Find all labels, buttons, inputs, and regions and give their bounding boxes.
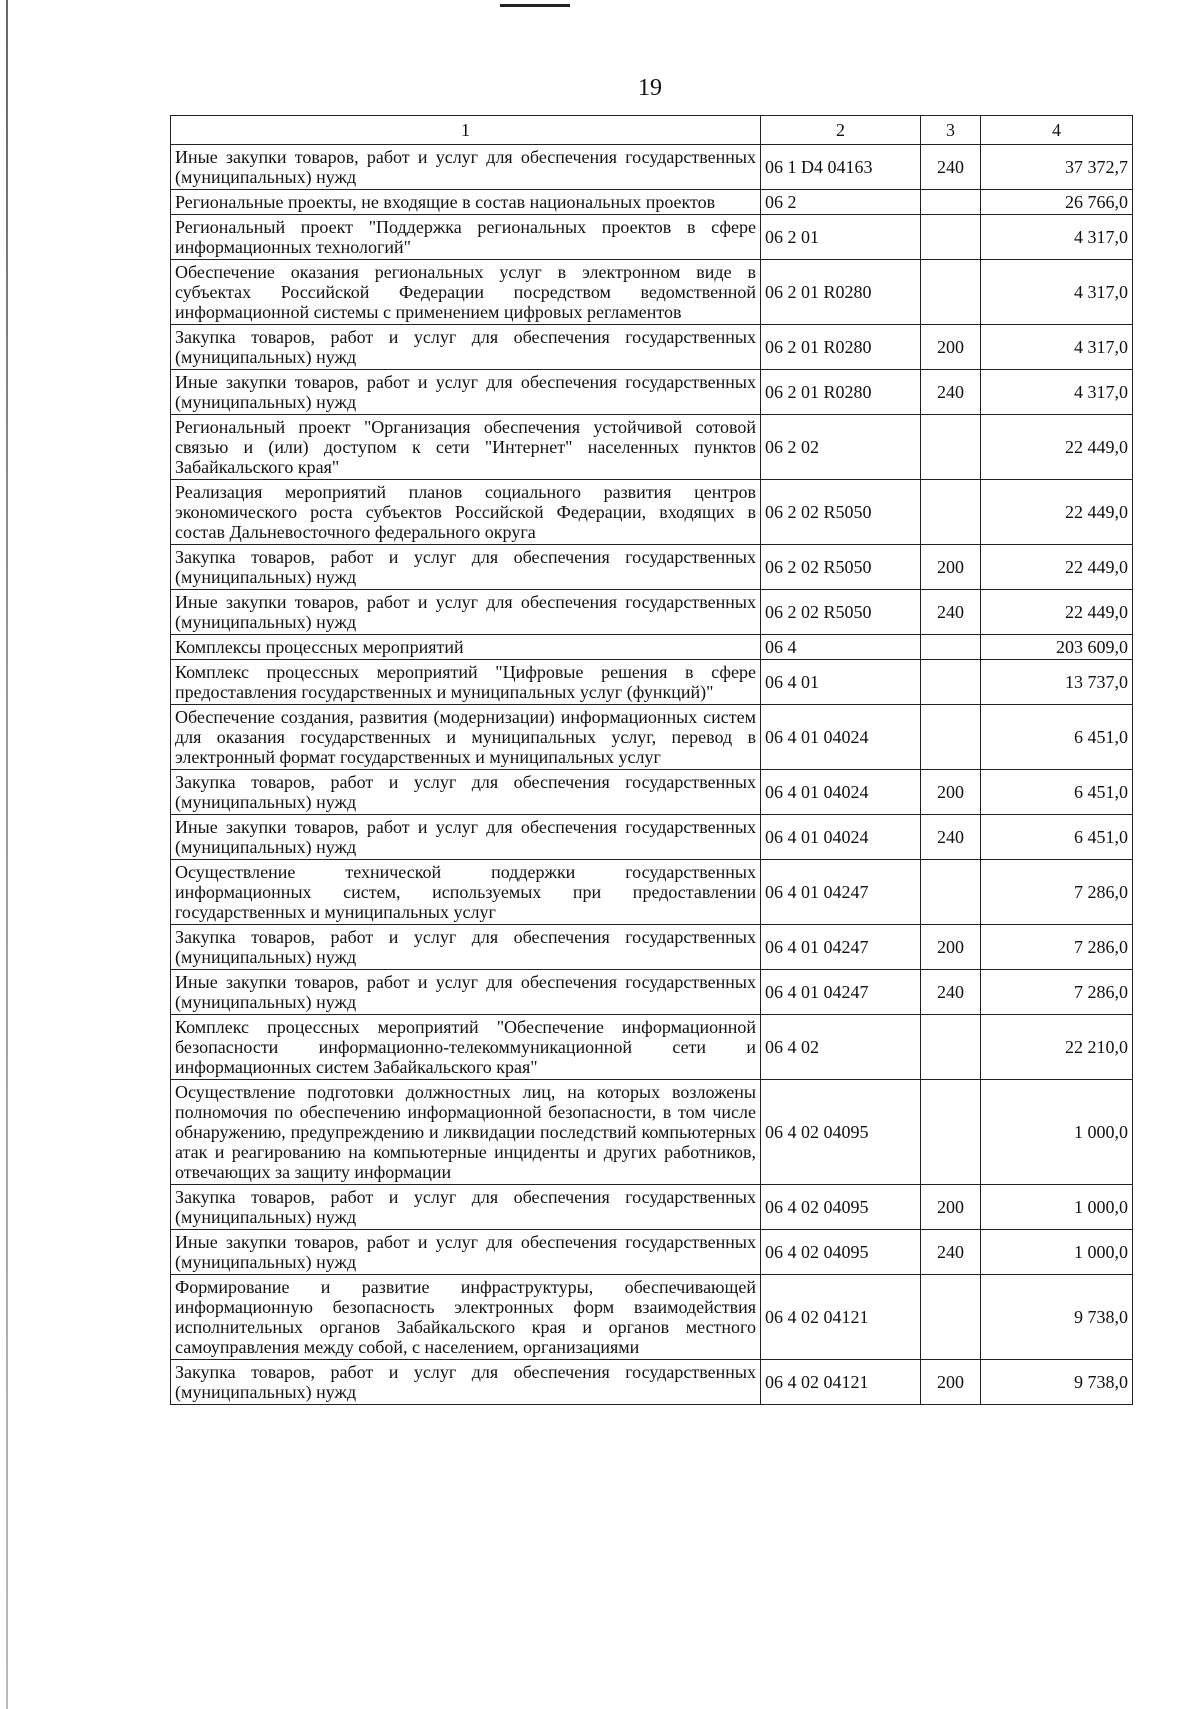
row-description: Иные закупки товаров, работ и услуг для обеспечения государственных (муниципальных) нужд	[171, 370, 761, 415]
row-description: Региональный проект "Поддержка региональных проектов в сфере информационных технологий"	[171, 215, 761, 260]
row-expense-type: 200	[921, 770, 981, 815]
table-row	[171, 660, 1133, 705]
table-row	[171, 1360, 1133, 1405]
row-description: Региональный проект "Организация обеспечения устойчивой сотовой связью и (или) доступом к сети "Интернет" населенных пунктов Забайкальского края"	[171, 415, 761, 480]
row-expense-type	[921, 660, 981, 705]
row-code: 06 4 02 04095	[761, 1080, 921, 1185]
row-expense-type: 200	[921, 1360, 981, 1405]
row-code: 06 2 01 R0280	[761, 260, 921, 325]
row-description: Закупка товаров, работ и услуг для обеспечения государственных (муниципальных) нужд	[171, 925, 761, 970]
row-code: 06 4 01 04247	[761, 970, 921, 1015]
row-expense-type	[921, 860, 981, 925]
table-row	[171, 860, 1133, 925]
row-amount: 22 210,0	[981, 1015, 1133, 1080]
table-row	[171, 1185, 1133, 1230]
row-amount: 1 000,0	[981, 1230, 1133, 1275]
row-expense-type: 200	[921, 925, 981, 970]
row-code: 06 4 01	[761, 660, 921, 705]
row-code: 06 4 02 04121	[761, 1360, 921, 1405]
table-row	[171, 635, 1133, 660]
table-row	[171, 415, 1133, 480]
row-code: 06 2	[761, 190, 921, 215]
row-description: Формирование и развитие инфраструктуры, обеспечивающей информационную безопасность электронных форм взаимодействия исполнительных органов Забайкальского края и органов местного самоуправления между собой, с населением, организациями	[171, 1275, 761, 1360]
header-cell-3: 3	[921, 116, 981, 145]
row-expense-type: 200	[921, 1185, 981, 1230]
row-code: 06 4 01 04247	[761, 925, 921, 970]
table-row	[171, 815, 1133, 860]
row-expense-type: 200	[921, 545, 981, 590]
table-row	[171, 145, 1133, 190]
table-row	[171, 1015, 1133, 1080]
row-expense-type	[921, 480, 981, 545]
table-row	[171, 1275, 1133, 1360]
table-row	[171, 190, 1133, 215]
row-amount: 1 000,0	[981, 1185, 1133, 1230]
row-expense-type	[921, 705, 981, 770]
row-code: 06 4 02 04121	[761, 1275, 921, 1360]
table-row	[171, 325, 1133, 370]
row-amount: 6 451,0	[981, 705, 1133, 770]
row-amount: 22 449,0	[981, 480, 1133, 545]
row-expense-type	[921, 415, 981, 480]
scan-mark	[500, 4, 570, 7]
row-expense-type	[921, 635, 981, 660]
row-amount: 4 317,0	[981, 215, 1133, 260]
row-description: Иные закупки товаров, работ и услуг для обеспечения государственных (муниципальных) нужд	[171, 145, 761, 190]
row-code: 06 2 02 R5050	[761, 590, 921, 635]
row-code: 06 2 01 R0280	[761, 325, 921, 370]
row-code: 06 1 D4 04163	[761, 145, 921, 190]
header-cell-2: 2	[761, 116, 921, 145]
budget-table	[170, 115, 1133, 1405]
row-expense-type	[921, 260, 981, 325]
row-code: 06 2 01 R0280	[761, 370, 921, 415]
row-amount: 13 737,0	[981, 660, 1133, 705]
row-amount: 9 738,0	[981, 1360, 1133, 1405]
row-expense-type: 200	[921, 325, 981, 370]
row-code: 06 2 02 R5050	[761, 545, 921, 590]
table-row	[171, 545, 1133, 590]
row-description: Комплекс процессных мероприятий "Цифровые решения в сфере предоставления государственных и муниципальных услуг (функций)"	[171, 660, 761, 705]
row-expense-type: 240	[921, 370, 981, 415]
header-cell-1: 1	[171, 116, 761, 145]
scan-left-edge	[6, 0, 8, 1709]
row-description: Иные закупки товаров, работ и услуг для обеспечения государственных (муниципальных) нужд	[171, 590, 761, 635]
row-description: Комплекс процессных мероприятий "Обеспечение информационной безопасности информационно-телекоммуникационной сети и информационных систем Забайкальского края"	[171, 1015, 761, 1080]
row-amount: 22 449,0	[981, 415, 1133, 480]
row-code: 06 4 02 04095	[761, 1230, 921, 1275]
table-row	[171, 970, 1133, 1015]
row-amount: 4 317,0	[981, 260, 1133, 325]
row-description: Закупка товаров, работ и услуг для обеспечения государственных (муниципальных) нужд	[171, 545, 761, 590]
row-code: 06 4 02	[761, 1015, 921, 1080]
row-description: Обеспечение оказания региональных услуг в электронном виде в субъектах Российской Федерации посредством ведомственной информационной системы с применением цифровых регламентов	[171, 260, 761, 325]
row-amount: 6 451,0	[981, 815, 1133, 860]
row-description: Закупка товаров, работ и услуг для обеспечения государственных (муниципальных) нужд	[171, 1185, 761, 1230]
row-amount: 4 317,0	[981, 325, 1133, 370]
row-amount: 7 286,0	[981, 970, 1133, 1015]
row-code: 06 2 02	[761, 415, 921, 480]
row-amount: 6 451,0	[981, 770, 1133, 815]
row-amount: 26 766,0	[981, 190, 1133, 215]
row-amount: 37 372,7	[981, 145, 1133, 190]
row-description: Иные закупки товаров, работ и услуг для обеспечения государственных (муниципальных) нужд	[171, 1230, 761, 1275]
row-amount: 7 286,0	[981, 925, 1133, 970]
table-row	[171, 260, 1133, 325]
row-code: 06 2 02 R5050	[761, 480, 921, 545]
page-number: 19	[638, 75, 662, 101]
table-row	[171, 705, 1133, 770]
header-cell-4: 4	[981, 116, 1133, 145]
row-description: Закупка товаров, работ и услуг для обеспечения государственных (муниципальных) нужд	[171, 770, 761, 815]
table-body	[171, 145, 1133, 1405]
row-amount: 7 286,0	[981, 860, 1133, 925]
row-expense-type	[921, 1275, 981, 1360]
table-row	[171, 590, 1133, 635]
row-amount: 203 609,0	[981, 635, 1133, 660]
table-row	[171, 770, 1133, 815]
row-expense-type	[921, 1015, 981, 1080]
row-code: 06 4 02 04095	[761, 1185, 921, 1230]
row-description: Комплексы процессных мероприятий	[171, 635, 761, 660]
row-amount: 22 449,0	[981, 545, 1133, 590]
row-expense-type: 240	[921, 815, 981, 860]
row-amount: 1 000,0	[981, 1080, 1133, 1185]
row-code: 06 4	[761, 635, 921, 660]
row-description: Реализация мероприятий планов социального развития центров экономического роста субъектов Российской Федерации, входящих в состав Дальневосточного федерального округа	[171, 480, 761, 545]
row-amount: 22 449,0	[981, 590, 1133, 635]
row-description: Осуществление подготовки должностных лиц, на которых возложены полномочия по обеспечению информационной безопасности, в том числе обнаружению, предупреждению и ликвидации последствий компьютерных атак и реагированию на компьютерные инциденты и других работников, отвечающих за защиту информации	[171, 1080, 761, 1185]
row-amount: 9 738,0	[981, 1275, 1133, 1360]
row-code: 06 4 01 04024	[761, 815, 921, 860]
row-description: Обеспечение создания, развития (модернизации) информационных систем для оказания государственных и муниципальных услуг, перевод в электронный формат государственных и муниципальных услуг	[171, 705, 761, 770]
row-code: 06 4 01 04247	[761, 860, 921, 925]
row-description: Закупка товаров, работ и услуг для обеспечения государственных (муниципальных) нужд	[171, 325, 761, 370]
row-expense-type: 240	[921, 590, 981, 635]
table-row	[171, 925, 1133, 970]
row-expense-type	[921, 215, 981, 260]
row-code: 06 2 01	[761, 215, 921, 260]
table-row	[171, 1080, 1133, 1185]
row-amount: 4 317,0	[981, 370, 1133, 415]
row-expense-type: 240	[921, 145, 981, 190]
row-description: Иные закупки товаров, работ и услуг для обеспечения государственных (муниципальных) нужд	[171, 815, 761, 860]
row-code: 06 4 01 04024	[761, 705, 921, 770]
table-row	[171, 370, 1133, 415]
row-expense-type	[921, 190, 981, 215]
table-row	[171, 215, 1133, 260]
row-expense-type	[921, 1080, 981, 1185]
row-description: Иные закупки товаров, работ и услуг для обеспечения государственных (муниципальных) нужд	[171, 970, 761, 1015]
header-row	[171, 116, 1133, 145]
row-expense-type: 240	[921, 1230, 981, 1275]
table-row	[171, 480, 1133, 545]
table-row	[171, 1230, 1133, 1275]
row-description: Осуществление технической поддержки государственных информационных систем, используемых при предоставлении государственных и муниципальных услуг	[171, 860, 761, 925]
row-description: Закупка товаров, работ и услуг для обеспечения государственных (муниципальных) нужд	[171, 1360, 761, 1405]
row-expense-type: 240	[921, 970, 981, 1015]
row-description: Региональные проекты, не входящие в состав национальных проектов	[171, 190, 761, 215]
row-code: 06 4 01 04024	[761, 770, 921, 815]
